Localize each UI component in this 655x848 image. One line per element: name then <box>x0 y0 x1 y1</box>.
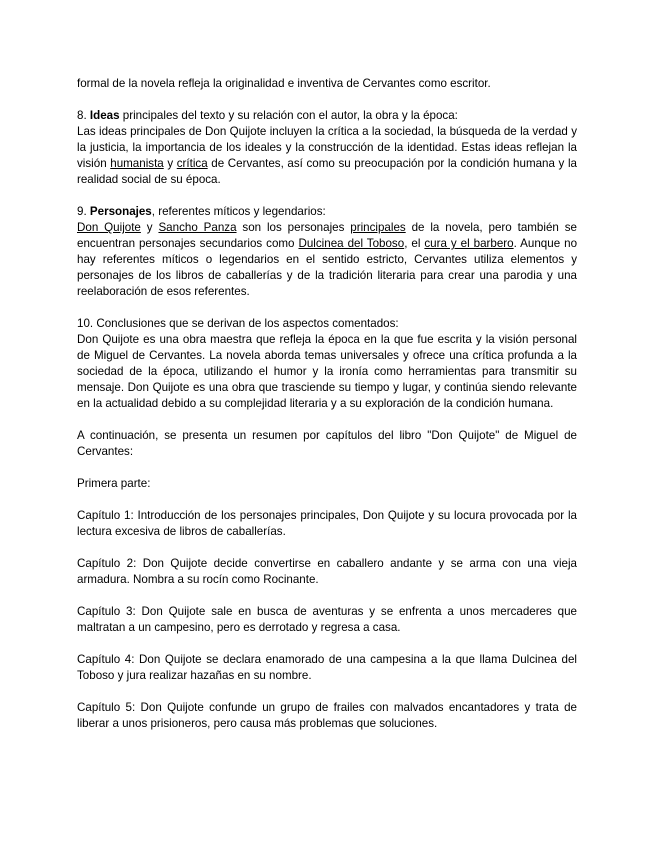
section-10-body: Don Quijote es una obra maestra que refleja la época en la que fue escrita y la visión personal de Miguel de Cervantes. La novela aborda temas universales y ofrece una crítica profunda a la sociedad de la época, utilizando el humor y la ironía como herramientas para transmitir su mensaje. Don Quijote es una obra que trasciende su tiempo y lugar, y continúa siendo relevante en la actualidad debido a su complejidad literaria y a su exploración de la condición humana. <box>77 333 577 410</box>
chapter-2: Capítulo 2: Don Quijote decide convertirse en caballero andante y se arma con una vieja armadura. Nombra a su rocín como Rocinante. <box>77 557 577 586</box>
part-title: Primera parte: <box>77 477 151 490</box>
section-8-heading-rest: principales del texto y su relación con el autor, la obra y la época: <box>119 109 458 122</box>
link-principales: principales <box>350 221 406 234</box>
chapter-4: Capítulo 4: Don Quijote se declara enamorado de una campesina a la que llama Dulcinea del Toboso y jura realizar hazañas en su nombre. <box>77 653 577 682</box>
link-don-quijote: Don Quijote <box>77 221 141 234</box>
document-page <box>77 76 577 732</box>
link-sancho-panza: Sancho Panza <box>158 221 237 234</box>
section-9-bold: Personajes <box>89 205 152 218</box>
section-8-text-c: de Cervantes, así como su preocupación por la condición humana y la realidad social de su época. <box>77 157 577 186</box>
section-8-text-b: y <box>163 157 177 170</box>
link-dulcinea: Dulcinea del Toboso <box>298 237 405 250</box>
section-9-body <box>77 220 577 300</box>
section-8-body <box>77 124 577 188</box>
chapter-1: Capítulo 1: Introducción de los personajes principales, Don Quijote y su locura provocada por la lectura excesiva de libros de caballerías. <box>77 509 577 538</box>
section-8-text-a: Las ideas principales de Don Quijote incluyen la crítica a la sociedad, la búsqueda de la verdad y la justicia, la importancia de los ideales y la construcción de la identidad. Estas ideas reflejan la visión <box>77 125 577 170</box>
section-8-bold: Ideas <box>89 109 120 122</box>
paragraph-intro-tail: formal de la novela refleja la originalidad e inventiva de Cervantes como escritor. <box>77 77 491 90</box>
section-9-text-3: de la novela, pero también se encuentran personajes secundarios como <box>77 221 577 250</box>
chapter-3: Capítulo 3: Don Quijote sale en busca de aventuras y se enfrenta a unos mercaderes que maltratan a un campesino, pero es derrotado y regresa a casa. <box>77 605 577 634</box>
section-9-number: 9. <box>77 205 90 218</box>
section-8-number: 8. <box>77 109 90 122</box>
section-9-heading <box>77 204 577 220</box>
summary-intro: A continuación, se presenta un resumen por capítulos del libro "Don Quijote" de Miguel de Cervantes: <box>77 429 577 458</box>
section-9-text-4: , el <box>404 237 425 250</box>
link-cura-barbero: cura y el barbero <box>424 237 514 250</box>
section-9-text-5: . Aunque no hay referentes míticos o legendarios en el sentido estricto, Cervantes utiliza elementos y personajes de los libros de caballerías y de la tradición literaria para crear una parodia y una reelaboración de esos referentes. <box>77 237 578 298</box>
section-10-heading: 10. Conclusiones que se derivan de los aspectos comentados: <box>77 317 399 330</box>
link-critica: crítica <box>176 157 208 170</box>
chapter-5: Capítulo 5: Don Quijote confunde un grupo de frailes con malvados encantadores y trata de liberar a unos prisioneros, pero causa más problemas que soluciones. <box>77 701 577 730</box>
section-9-text-1: y <box>140 221 159 234</box>
section-9-heading-rest: , referentes míticos y legendarios: <box>151 205 326 218</box>
section-9-text-2: son los personajes <box>236 221 351 234</box>
section-8-heading <box>77 108 577 124</box>
link-humanista: humanista <box>110 157 164 170</box>
